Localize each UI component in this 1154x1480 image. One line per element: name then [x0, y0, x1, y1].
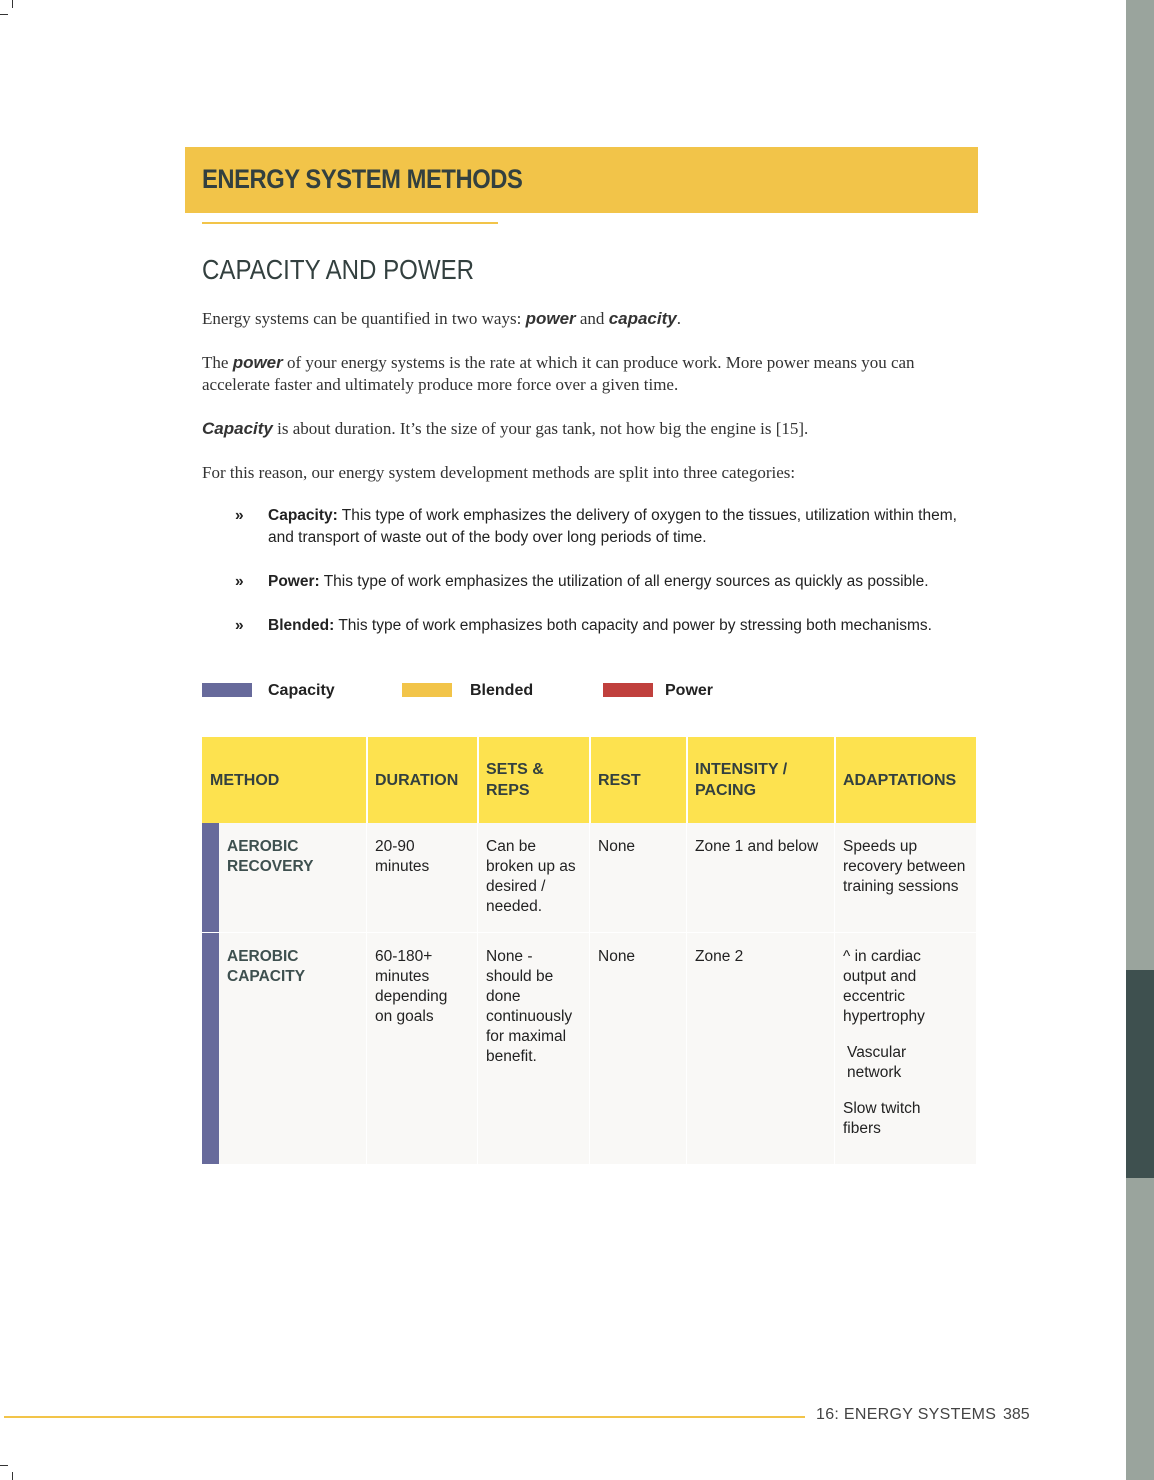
subsection-title: CAPACITY AND POWER — [202, 254, 475, 285]
adaptation-item: Slow twitch fibers — [843, 1100, 921, 1137]
cell-rest: None — [598, 948, 636, 965]
bullet-marker: » — [235, 507, 244, 524]
col-header-sets-reps: SETS & REPS — [486, 761, 544, 799]
cell-rest: None — [598, 838, 636, 855]
section-rule — [202, 222, 498, 224]
adaptation-item: Vascular network — [847, 1044, 907, 1081]
cell-method: AEROBIC CAPACITY — [227, 948, 306, 985]
text-span: and — [575, 309, 609, 328]
row-category-bar — [202, 933, 219, 1164]
bullet-term: Capacity: — [268, 507, 338, 524]
legend-swatch-blended — [402, 683, 452, 697]
bullet-text: This type of work emphasizes the utilization of all energy sources as quickly as possible. — [319, 573, 929, 590]
text-span: is about duration. It’s the size of your gas tank, not how big the engine is [15]. — [272, 419, 809, 438]
emphasis-capacity: Capacity — [202, 419, 273, 438]
paragraph-intro — [202, 308, 982, 330]
bullet-text: This type of work emphasizes both capacity and power by stressing both mechanisms. — [334, 617, 932, 634]
bullet-blended — [235, 615, 980, 637]
legend-swatch-capacity — [202, 683, 252, 697]
table-row — [202, 823, 976, 932]
text-span: Energy systems can be quantified in two ways: — [202, 309, 526, 328]
bullet-term: Blended: — [268, 617, 335, 634]
crop-mark — [0, 14, 8, 15]
section-banner — [185, 147, 978, 213]
bullet-power — [235, 571, 980, 593]
section-title: ENERGY SYSTEM METHODS — [202, 164, 523, 194]
cell-duration: 20-90 minutes — [375, 838, 430, 875]
text-span: . — [676, 309, 681, 328]
col-header-rest: REST — [598, 771, 641, 789]
emphasis-power: power — [232, 353, 283, 372]
col-divider — [686, 933, 687, 1164]
paragraph-categories: For this reason, our energy system development methods are split into three categories: — [202, 463, 796, 482]
cell-intensity: Zone 1 and below — [695, 838, 819, 855]
cell-duration: 60-180+ minutes depending on goals — [375, 948, 448, 1025]
bullet-capacity — [235, 505, 980, 549]
legend-swatch-power — [603, 683, 653, 697]
col-header-intensity: INTENSITY / PACING — [695, 761, 788, 799]
bullet-term: Power: — [268, 573, 320, 590]
paragraph-power — [202, 352, 982, 396]
bullet-marker: » — [235, 617, 244, 634]
emphasis-power: power — [525, 309, 576, 328]
col-header-duration: DURATION — [375, 771, 459, 789]
bullet-marker: » — [235, 573, 244, 590]
legend-label-power: Power — [665, 682, 714, 699]
paragraph-capacity — [202, 418, 982, 440]
col-header-adaptations: ADAPTATIONS — [843, 771, 957, 789]
emphasis-capacity: capacity — [608, 309, 677, 328]
footer-chapter: 16: ENERGY SYSTEMS — [816, 1406, 997, 1423]
cell-adaptations: Speeds up recovery between training sessions — [843, 838, 966, 895]
crop-mark — [12, 0, 13, 8]
col-divider — [589, 933, 590, 1164]
bullet-text: This type of work emphasizes the delivery of oxygen to the tissues, utilization within them, and transport of waste out of the body over long periods of time. — [268, 507, 957, 546]
table-header — [202, 737, 976, 823]
side-strip — [1126, 0, 1154, 1480]
cell-method: AEROBIC RECOVERY — [227, 838, 314, 875]
adaptation-item: ^ in cardiac output and eccentric hypertrophy — [843, 948, 925, 1025]
cell-sets-reps: Can be broken up as desired / needed. — [486, 838, 576, 915]
legend-label-blended: Blended — [470, 682, 534, 699]
cell-adaptations — [835, 947, 975, 1139]
crop-mark — [12, 1472, 13, 1480]
crop-mark — [0, 1465, 8, 1466]
text-span: The — [202, 353, 233, 372]
methods-table — [202, 737, 976, 1164]
table-row — [202, 933, 976, 1164]
cell-intensity: Zone 2 — [695, 948, 744, 965]
footer-rule — [4, 1416, 805, 1418]
text-span: of your energy systems is the rate at which it can produce work. More power means you can accelerate faster and ultimately produce more force over a given time. — [202, 353, 915, 394]
col-header-method: METHOD — [210, 771, 280, 789]
page-number: 385 — [1003, 1406, 1030, 1423]
chapter-tab — [1126, 970, 1154, 1178]
legend-label-capacity: Capacity — [268, 682, 335, 699]
row-category-bar — [202, 823, 219, 932]
cell-sets-reps: None - should be done continuously for maximal benefit. — [486, 948, 573, 1065]
